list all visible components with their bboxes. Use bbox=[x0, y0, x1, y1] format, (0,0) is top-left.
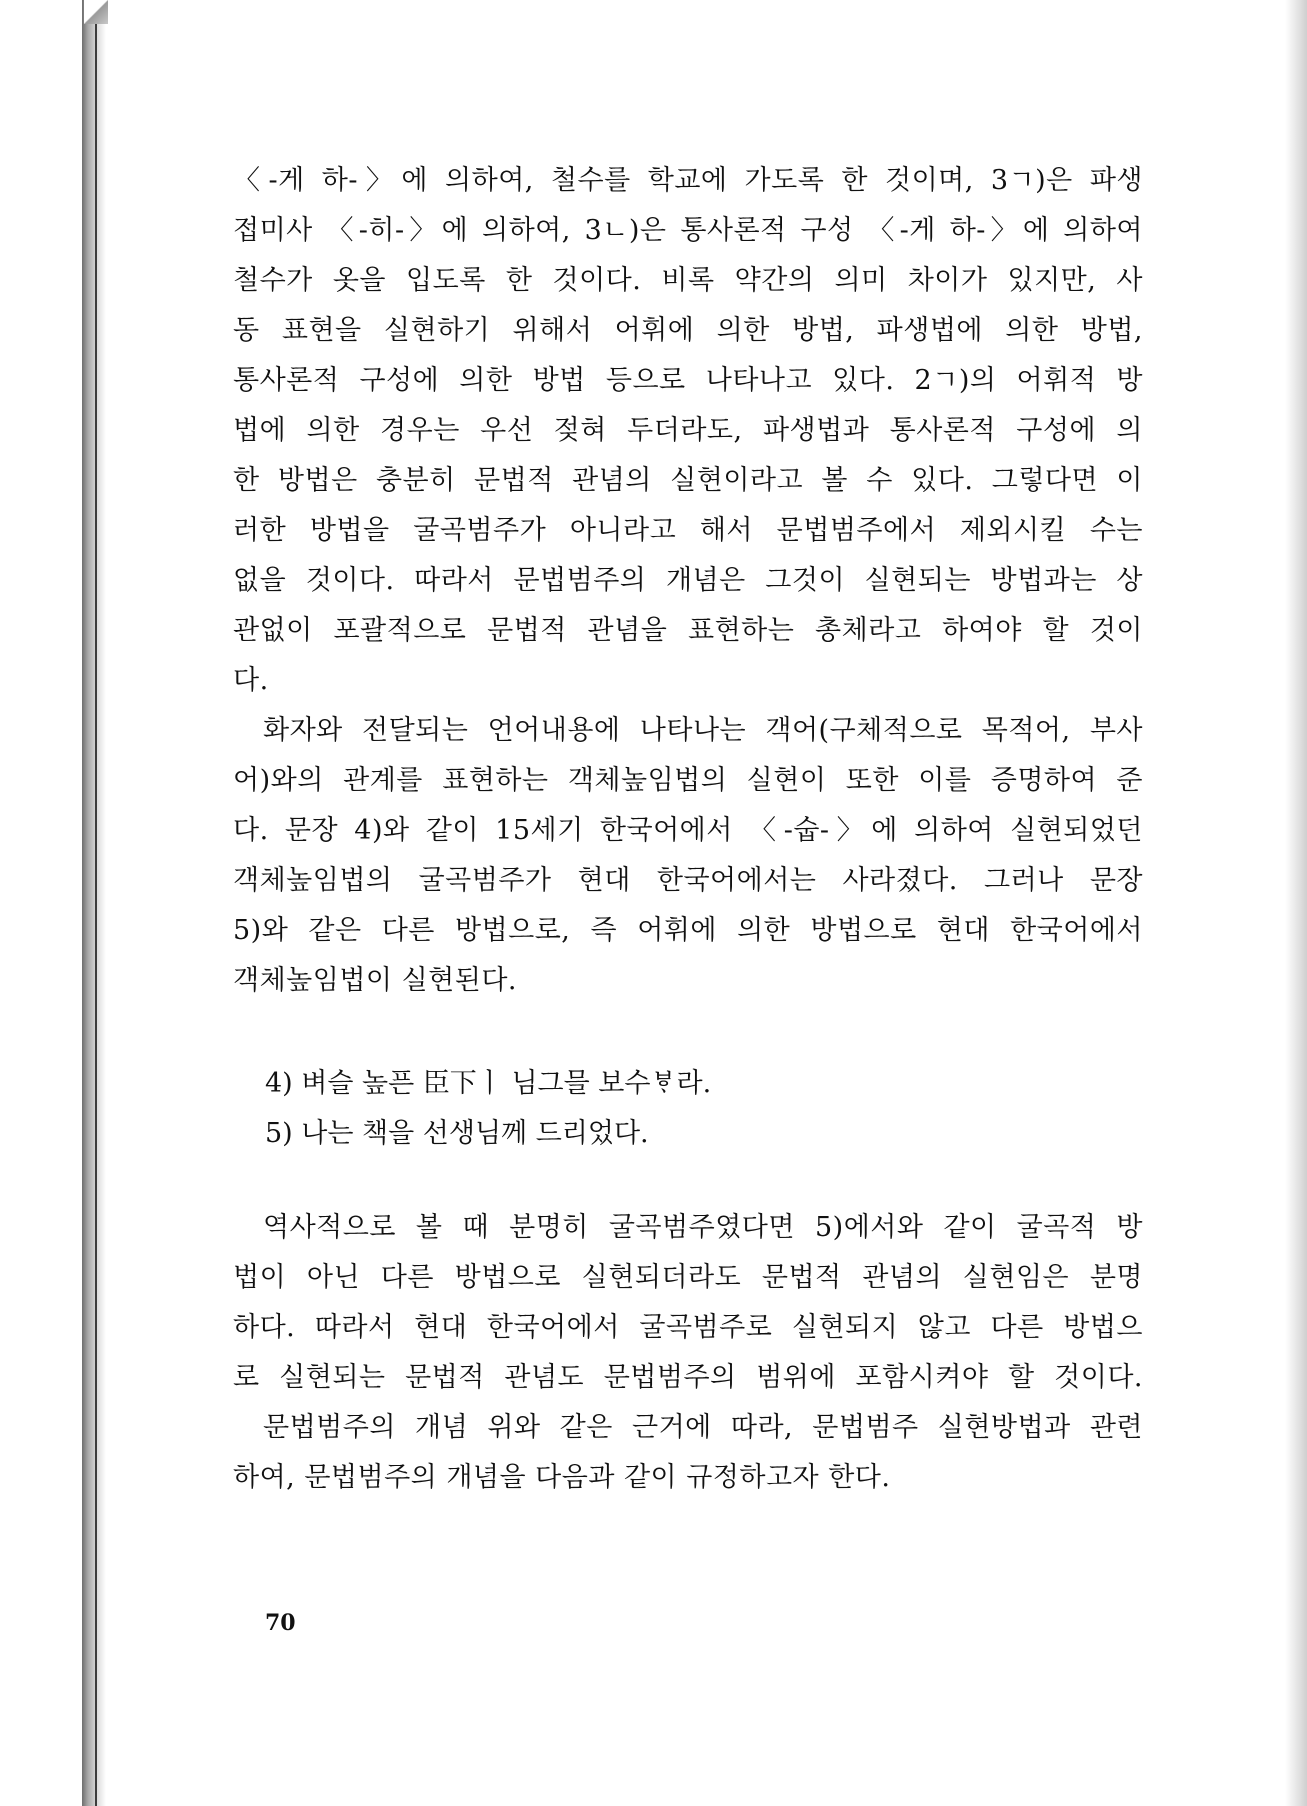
paragraph-2 bbox=[233, 706, 1143, 1006]
text-line: 한 방법은 충분히 문법적 관념의 실현이라고 볼 수 있다. 그렇다면 이 bbox=[233, 465, 1143, 496]
page-number: 70 bbox=[265, 1610, 296, 1636]
text-line: 객체높임법의 굴곡범주가 현대 한국어에서는 사라졌다. 그러나 문장 bbox=[233, 865, 1143, 896]
text-line: 동 표현을 실현하기 위해서 어휘에 의한 방법, 파생법에 의한 방법, bbox=[233, 315, 1143, 346]
text-line: 로 실현되는 문법적 관념도 문법범주의 범위에 포함시켜야 할 것이다. bbox=[233, 1362, 1143, 1393]
page-binding-shadow bbox=[82, 0, 106, 1806]
text-line: 없을 것이다. 따라서 문법범주의 개념은 그것이 실현되는 방법과는 상 bbox=[233, 565, 1143, 596]
text-line: 법이 아닌 다른 방법으로 실현되더라도 문법적 관념의 실현임은 분명 bbox=[233, 1262, 1143, 1293]
paragraph-1 bbox=[233, 156, 1143, 706]
text-line: 러한 방법을 굴곡범주가 아니라고 해서 문법범주에서 제외시킬 수는 bbox=[233, 515, 1143, 546]
text-line: 〈-게 하-〉에 의하여, 철수를 학교에 가도록 한 것이며, 3ㄱ)은 파생 bbox=[233, 165, 1143, 196]
example-4: 4) 벼슬 높픈 臣下ㅣ 님그믈 보수ᄫᆞ라. bbox=[265, 1068, 712, 1099]
text-line: 법에 의한 경우는 우선 젖혀 두더라도, 파생법과 통사론적 구성에 의 bbox=[233, 415, 1143, 446]
text-line: 문법범주의 개념 위와 같은 근거에 따라, 문법범주 실현방법과 관련 bbox=[263, 1412, 1143, 1443]
example-5: 5) 나는 책을 선생님께 드리었다. bbox=[265, 1118, 649, 1149]
text-line: 다. bbox=[233, 665, 269, 696]
text-line: 하여, 문법범주의 개념을 다음과 같이 규정하고자 한다. bbox=[233, 1462, 891, 1493]
text-line: 철수가 옷을 입도록 한 것이다. 비록 약간의 의미 차이가 있지만, 사 bbox=[233, 265, 1143, 296]
text-line: 다. 문장 4)와 같이 15세기 한국어에서 〈-숩-〉에 의하여 실현되었던 bbox=[233, 815, 1143, 846]
text-line: 5)와 같은 다른 방법으로, 즉 어휘에 의한 방법으로 현대 한국어에서 bbox=[233, 915, 1143, 946]
example-sentences bbox=[265, 1059, 965, 1159]
text-line: 통사론적 구성에 의한 방법 등으로 나타나고 있다. 2ㄱ)의 어휘적 방 bbox=[233, 365, 1143, 396]
page-corner-fold bbox=[84, 0, 108, 24]
text-line: 접미사 〈-히-〉에 의하여, 3ㄴ)은 통사론적 구성 〈-게 하-〉에 의하여 bbox=[233, 215, 1143, 246]
text-line: 관없이 포괄적으로 문법적 관념을 표현하는 총체라고 하여야 할 것이 bbox=[233, 615, 1143, 646]
text-line: 역사적으로 볼 때 분명히 굴곡범주였다면 5)에서와 같이 굴곡적 방 bbox=[263, 1212, 1143, 1243]
text-line: 하다. 따라서 현대 한국어에서 굴곡범주로 실현되지 않고 다른 방법으 bbox=[233, 1312, 1143, 1343]
text-line: 화자와 전달되는 언어내용에 나타나는 객어(구체적으로 목적어, 부사 bbox=[263, 715, 1143, 746]
paragraph-3 bbox=[233, 1203, 1143, 1503]
page-right-shadow bbox=[1285, 0, 1307, 1806]
text-line: 어)와의 관계를 표현하는 객체높임법의 실현이 또한 이를 증명하여 준 bbox=[233, 765, 1143, 796]
page-edge bbox=[95, 0, 97, 1806]
text-line: 객체높임법이 실현된다. bbox=[233, 965, 517, 996]
